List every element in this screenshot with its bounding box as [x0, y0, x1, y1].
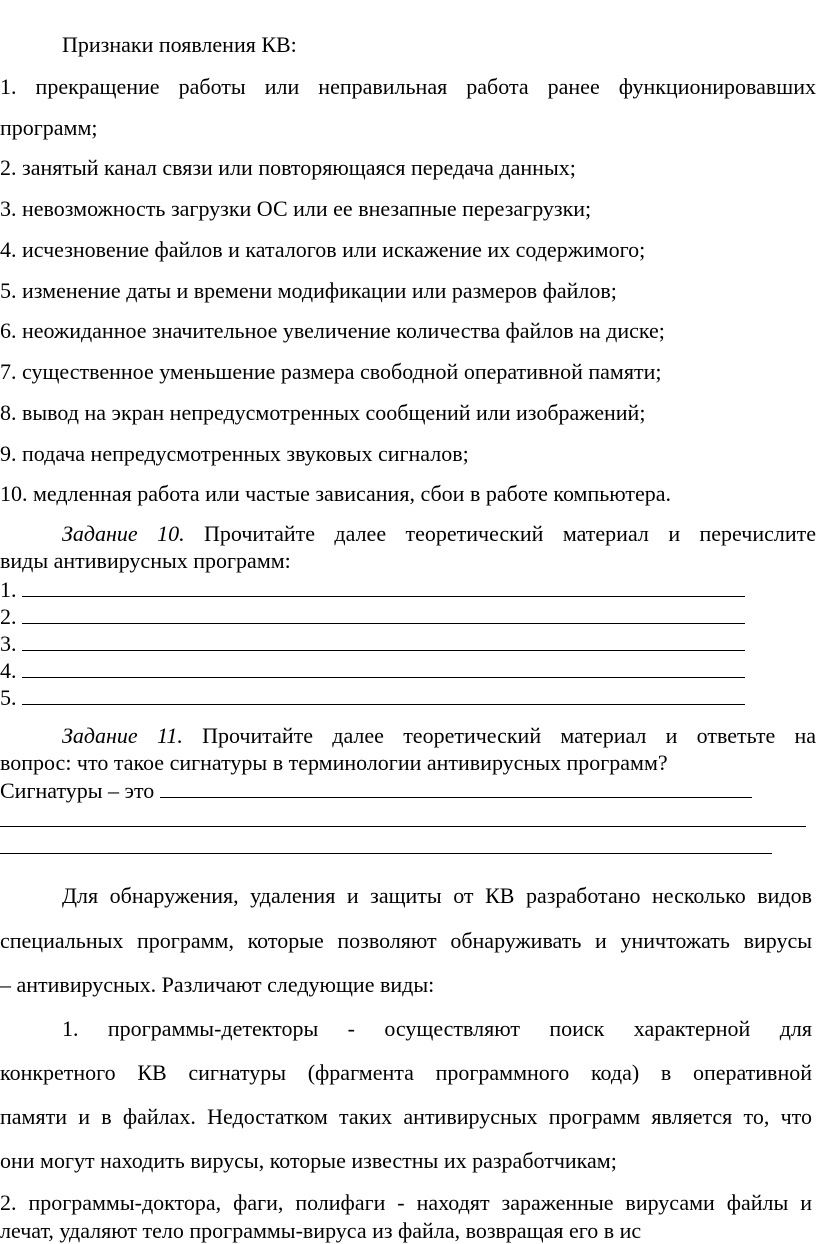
- answer-line[interactable]: [22, 630, 745, 651]
- item1-line-1: 1. программы-детекторы - осуществляют поиск характерной для: [62, 1016, 812, 1041]
- answer-line[interactable]: [22, 603, 745, 624]
- sign-item-1-cont: программ;: [0, 115, 98, 140]
- sign-item-5: 5. изменение даты и времени модификации или размеров файлов;: [0, 278, 617, 303]
- sign-item-3: 3. невозможность загрузки ОС или ее внезапные перезагрузки;: [0, 196, 592, 221]
- item2-line-1: 2. программы-доктора, фаги, полифаги - находят зараженные вирусами файлы и: [0, 1190, 812, 1215]
- sign-item-7: 7. существенное уменьшение размера свободной оперативной памяти;: [0, 359, 662, 384]
- section-heading: Признаки появления КВ:: [62, 32, 297, 57]
- task10-blank-1: [0, 576, 745, 603]
- task11-label: Задание 11.: [62, 723, 183, 748]
- intro-line-3: – антивирусных. Различают следующие виды:: [0, 972, 435, 997]
- task10-line1: [0, 521, 816, 547]
- task11-line2: вопрос: что такое сигнатуры в терминологии антивирусных программ?: [0, 750, 668, 775]
- task11-answer-row: [0, 777, 752, 804]
- task10-line2: виды антивирусных программ:: [0, 548, 291, 573]
- sign-item-2: 2. занятый канал связи или повторяющаяся передача данных;: [0, 155, 576, 180]
- item2-line-2: лечат, удаляют тело программы-вируса из файла, возвращая его в ис: [0, 1218, 642, 1243]
- task10-blank-5: [0, 684, 745, 711]
- item1-line-3: памяти и в файлах. Недостатком таких антивирусных программ является то, что: [0, 1104, 812, 1129]
- sign-item-9: 9. подача непредусмотренных звуковых сигналов;: [0, 441, 469, 466]
- task10-blank-3: [0, 630, 745, 657]
- sign-item-6: 6. неожиданное значительное увеличение количества файлов на диске;: [0, 318, 665, 343]
- answer-prefix: Сигнатуры – это: [0, 778, 155, 803]
- answer-line-3[interactable]: [0, 853, 772, 854]
- task10-blank-2: [0, 603, 745, 630]
- answer-line[interactable]: [22, 657, 745, 678]
- task10-blank-4: [0, 657, 745, 684]
- blank-number: 1.: [0, 577, 17, 602]
- task11-line1: [0, 723, 816, 749]
- blank-number: 2.: [0, 604, 17, 629]
- sign-item-1: 1. прекращение работы или неправильная работа ранее функционировавших: [0, 74, 816, 99]
- task10-text: Прочитайте далее теоретический материал и перечислите: [184, 521, 816, 546]
- answer-line[interactable]: [160, 777, 752, 798]
- item1-line-2: конкретного КВ сигнатуры (фрагмента программного кода) в оперативной: [0, 1060, 812, 1085]
- sign-item-4: 4. исчезновение файлов и каталогов или искажение их содержимого;: [0, 237, 646, 262]
- intro-line-2: специальных программ, которые позволяют обнаруживать и уничтожать вирусы: [0, 928, 812, 953]
- answer-line[interactable]: [22, 684, 745, 705]
- sign-item-8: 8. вывод на экран непредусмотренных сообщений или изображений;: [0, 400, 646, 425]
- intro-line-1: Для обнаружения, удаления и защиты от КВ разработано несколько видов: [62, 883, 812, 908]
- answer-line-2[interactable]: [0, 826, 806, 827]
- item1-line-4: они могут находить вирусы, которые известны их разработчикам;: [0, 1148, 617, 1173]
- sign-item-10: 10. медленная работа или частые зависания, сбои в работе компьютера.: [0, 481, 672, 506]
- task11-text: Прочитайте далее теоретический материал и ответьте на: [182, 723, 816, 748]
- blank-number: 3.: [0, 631, 17, 656]
- blank-number: 4.: [0, 658, 17, 683]
- answer-line[interactable]: [22, 576, 745, 597]
- task10-label: Задание 10.: [62, 521, 185, 546]
- blank-number: 5.: [0, 685, 17, 710]
